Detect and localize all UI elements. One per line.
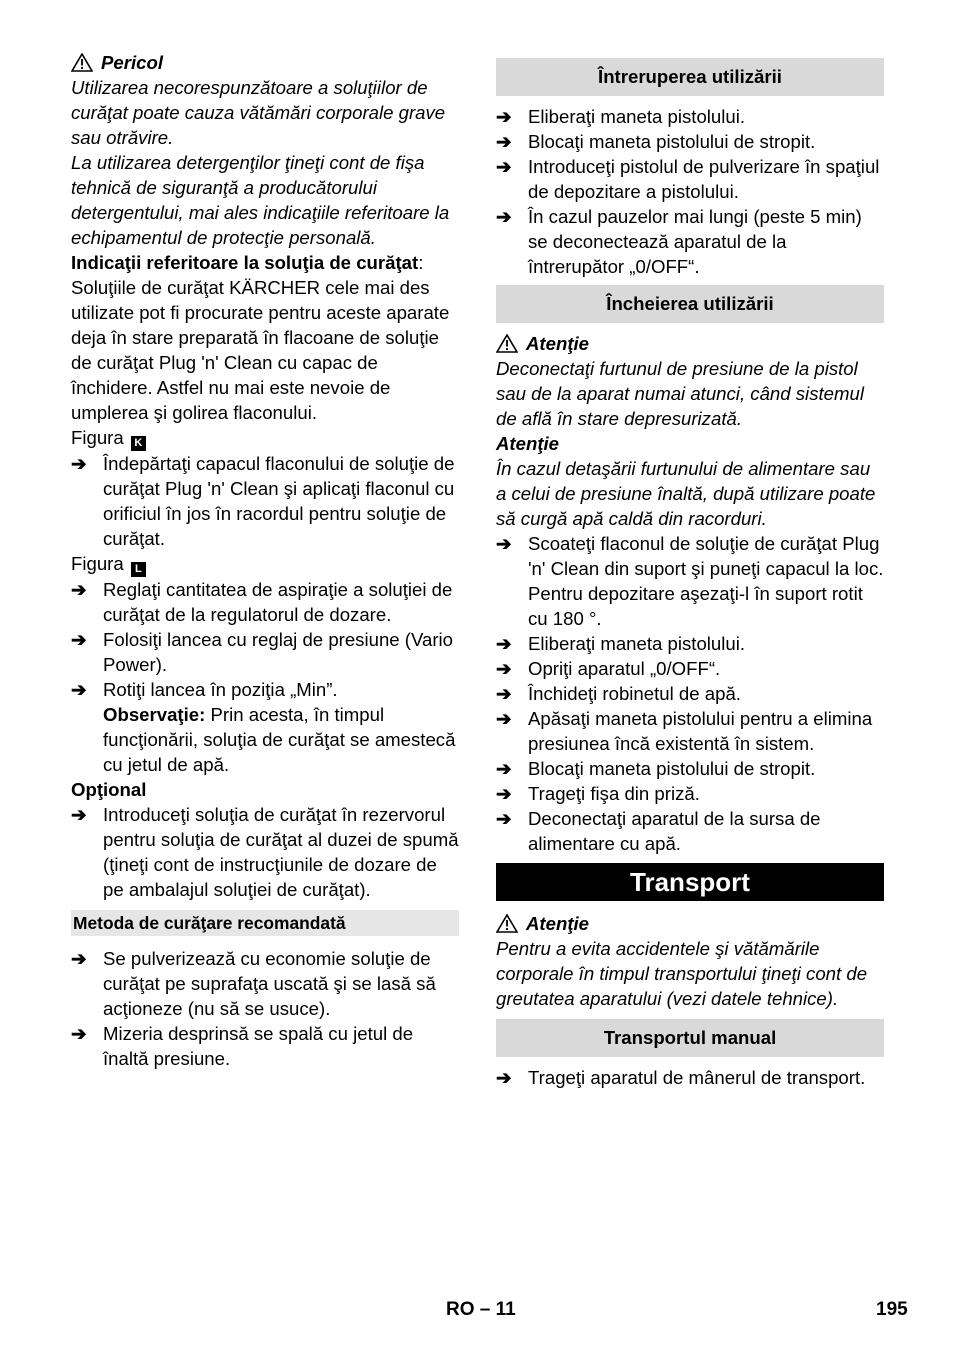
list-item-text: Eliberaţi maneta pistolului. xyxy=(528,106,746,127)
list-item xyxy=(71,451,459,551)
figure-l-badge: L xyxy=(131,562,146,577)
warning-triangle-icon xyxy=(496,914,518,933)
arrow-right-icon: ➔ xyxy=(496,156,512,177)
list-item-text: Opriţi aparatul „0/OFF“. xyxy=(528,658,721,679)
manual-transport-heading: Transportul manual xyxy=(496,1019,884,1057)
list-item xyxy=(496,656,884,681)
list-item xyxy=(496,781,884,806)
arrow-right-icon: ➔ xyxy=(71,948,87,969)
list-item xyxy=(71,677,459,702)
list-item xyxy=(496,631,884,656)
figure-k-badge: K xyxy=(131,436,146,451)
page-number: 195 xyxy=(876,1299,908,1320)
list-item xyxy=(496,806,884,856)
list-item-text: Mizeria desprinsă se spală cu jetul de înaltă presiune. xyxy=(103,1023,414,1069)
arrow-right-icon: ➔ xyxy=(71,629,87,650)
arrow-right-icon: ➔ xyxy=(71,679,87,700)
arrow-right-icon: ➔ xyxy=(496,658,512,679)
arrow-right-icon: ➔ xyxy=(496,1067,512,1088)
list-item-text: Închideţi robinetul de apă. xyxy=(528,683,741,704)
attention-title-1: Atenţie xyxy=(526,333,590,354)
list-item xyxy=(71,802,459,902)
list-item-text: Introduceţi soluţia de curăţat în rezervorul pentru soluţia de curăţat al duzei de spumă (ţineţi cont de instrucţiunile de dozare de pe ambalajul soluţiei de curăţat). xyxy=(103,804,459,900)
figure-l-ref xyxy=(71,551,459,577)
list-item-text: Apăsaţi maneta pistolului pentru a elimina presiunea încă existentă în sistem. xyxy=(528,708,873,754)
list-item xyxy=(496,681,884,706)
warning-triangle-icon xyxy=(496,334,518,353)
cleaning-solution-notes xyxy=(71,250,459,275)
arrow-right-icon: ➔ xyxy=(71,1023,87,1044)
observation-label: Observaţie: xyxy=(103,704,206,725)
list-item-text: Reglaţi cantitatea de aspiraţie a soluţiei de curăţat de la regulatorul de dozare. xyxy=(103,579,453,625)
list-item-text: Scoateţi flaconul de soluţie de curăţat Plug 'n' Clean din suport şi puneţi capacul la loc. Pentru depozitare aşezaţi-l în suport rotit cu 180 °. xyxy=(528,533,884,629)
list-item-text: Introduceţi pistolul de pulverizare în spaţiul de depozitare a pistolului. xyxy=(528,156,880,202)
arrow-right-icon: ➔ xyxy=(496,808,512,829)
list-item-text: Îndepărtaţi capacul flaconului de soluţie de curăţat Plug 'n' Clean şi aplicaţi flaconul cu orificiul în jos în racordul pentru soluţie de curăţat. xyxy=(103,453,455,549)
arrow-right-icon: ➔ xyxy=(496,206,512,227)
right-column xyxy=(496,58,884,1090)
list-item xyxy=(496,706,884,756)
list-item xyxy=(496,129,884,154)
arrow-right-icon: ➔ xyxy=(496,708,512,729)
list-item xyxy=(496,531,884,631)
list-item xyxy=(71,1021,459,1071)
arrow-right-icon: ➔ xyxy=(496,633,512,654)
danger-text-1: Utilizarea necorespunzătoare a soluţiilor de curăţat poate cauza vătămări corporale grave sau otrăvire. xyxy=(71,77,446,148)
figure-k-label: Figura xyxy=(71,427,124,448)
ending-heading: Încheierea utilizării xyxy=(496,285,884,323)
list-item xyxy=(71,946,459,1021)
list-item xyxy=(496,756,884,781)
list-item xyxy=(496,104,884,129)
list-item-text: Se pulverizează cu economie soluţie de curăţat pe suprafaţa uscată şi se lasă să acţioneze (nu să se usuce). xyxy=(103,948,436,1019)
list-item xyxy=(496,154,884,204)
list-item-text: Deconectaţi aparatul de la sursa de alimentare cu apă. xyxy=(528,808,821,854)
list-item xyxy=(496,1065,884,1090)
interruption-list xyxy=(496,104,884,279)
interruption-heading: Întreruperea utilizării xyxy=(496,58,884,96)
footer-section-number: RO – 11 xyxy=(446,1299,516,1320)
attention-heading-1 xyxy=(496,331,884,356)
list-item-text: Trageţi aparatul de mânerul de transport. xyxy=(528,1067,866,1088)
list-item-text: Blocaţi maneta pistolului de stropit. xyxy=(528,131,816,152)
attention-text-1: Deconectaţi furtunul de presiune de la pistol sau de la aparat numai atunci, când sistemul de află în stare depresurizată. xyxy=(496,358,864,429)
transport-section-title: Transport xyxy=(496,863,884,901)
notes-heading: Indicaţii referitoare la soluţia de curăţat xyxy=(71,252,419,273)
attention-text-3: Pentru a evita accidentele şi vătămările corporale în timpul transportului ţineţi cont de greutatea aparatului (vezi datele tehnice). xyxy=(496,938,868,1009)
optional-heading: Opţional xyxy=(71,779,147,800)
danger-heading xyxy=(71,50,459,75)
figure-l-label: Figura xyxy=(71,553,124,574)
list-item xyxy=(496,204,884,279)
arrow-right-icon: ➔ xyxy=(71,804,87,825)
attention-title-3: Atenţie xyxy=(526,913,590,934)
arrow-right-icon: ➔ xyxy=(496,106,512,127)
list-item xyxy=(71,627,459,677)
attention-text-2: În cazul detaşării furtunului de alimentare sau a celui de presiune înaltă, după utilizare poate să curgă apă caldă din racorduri. xyxy=(496,458,876,529)
list-item-text: Trageţi fişa din priză. xyxy=(528,783,700,804)
observation-note xyxy=(71,702,459,777)
list-item-text: Rotiţi lancea în poziţia „Min”. xyxy=(103,679,338,700)
danger-text-2: La utilizarea detergenţilor ţineţi cont de fişa tehnică de siguranţă a producătorului detergentului, mai ales indicaţiile referitoare la echipamentul de protecţie personală. xyxy=(71,152,450,248)
arrow-right-icon: ➔ xyxy=(71,579,87,600)
arrow-right-icon: ➔ xyxy=(71,453,87,474)
ending-list xyxy=(496,531,884,856)
list-item-text: În cazul pauzelor mai lungi (peste 5 min) se deconectează aparatul de la întrerupător „0/OFF“. xyxy=(528,206,862,277)
arrow-right-icon: ➔ xyxy=(496,533,512,554)
notes-colon: : xyxy=(418,252,424,273)
arrow-right-icon: ➔ xyxy=(496,758,512,779)
arrow-right-icon: ➔ xyxy=(496,131,512,152)
left-column xyxy=(71,50,459,1071)
attention-heading-3 xyxy=(496,911,884,936)
arrow-right-icon: ➔ xyxy=(496,683,512,704)
attention-title-2: Atenţie xyxy=(496,433,560,454)
list-item xyxy=(71,577,459,627)
figure-k-ref xyxy=(71,425,459,451)
list-item-text: Folosiţi lancea cu reglaj de presiune (Vario Power). xyxy=(103,629,454,675)
observation-text: Prin acesta, în timpul funcţionării, soluţia de curăţat se amestecă cu jetul de apă. xyxy=(103,704,456,775)
danger-title: Pericol xyxy=(101,52,164,73)
method-heading: Metoda de curăţare recomandată xyxy=(71,910,459,936)
warning-triangle-icon xyxy=(71,53,93,72)
list-item-text: Blocaţi maneta pistolului de stropit. xyxy=(528,758,816,779)
notes-text: Soluţiile de curăţat KÄRCHER cele mai des utilizate pot fi procurate pentru aceste aparate deja în stare preparată în flacoane de soluţie de curăţat Plug 'n' Clean cu capac de închidere. Astfel nu mai este nevoie de umplerea şi golirea flaconului. xyxy=(71,277,450,423)
arrow-right-icon: ➔ xyxy=(496,783,512,804)
list-item-text: Eliberaţi maneta pistolului. xyxy=(528,633,746,654)
